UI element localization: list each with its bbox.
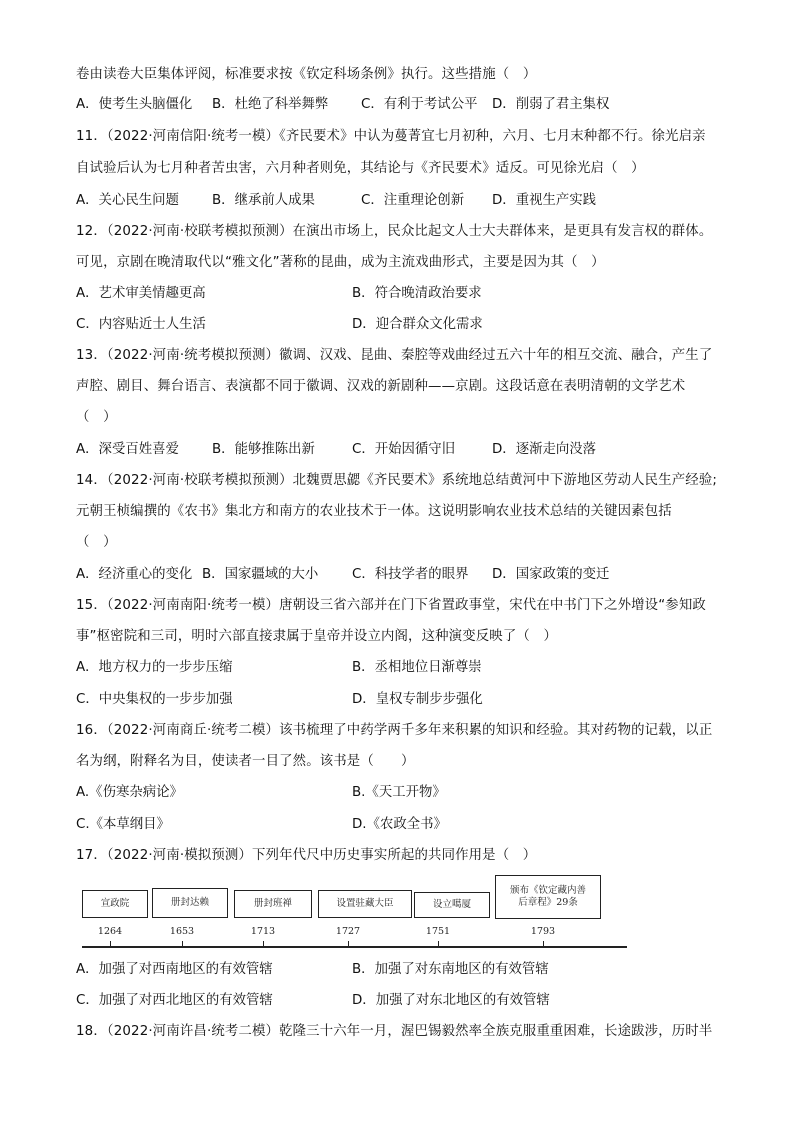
timeline-year: 1264	[97, 926, 123, 937]
question-13-line-2: 声腔、剧目、舞台语言、表演都不同于徽调、汉戏的新剧种——京剧。这段话意在表明清朝的文学艺术	[76, 379, 686, 394]
question-14-line-1: 14．（2022·河南·校联考模拟预测）北魏贾思勰《齐民要术》系统地总结黄河中下游地区劳动人民生产经验;	[76, 473, 718, 488]
timeline-year: 1653	[169, 926, 195, 937]
option-c: C.《本草纲目》	[76, 817, 170, 832]
option-a: A．使考生头脑僵化	[76, 97, 193, 112]
option-d: D．迎合群众文化需求	[352, 317, 483, 332]
option-a: A．艺术审美情趣更高	[76, 286, 206, 301]
question-12-line-1: 12．（2022·河南·校联考模拟预测）在演出市场上，民众比起文人士大夫群体来，是更具有发言权的群体。	[76, 224, 713, 239]
question-16-line-1: 16．（2022·河南商丘·统考二模）该书梳理了中药学两千多年来积累的知识和经验。其对药物的记载，以正	[76, 723, 713, 738]
option-c: C．科技学者的眼界	[352, 567, 469, 582]
option-c: C．开始因循守旧	[352, 442, 456, 457]
timeline-event-box: 设立噶厦	[414, 892, 490, 918]
timeline-event-box: 颁布《钦定藏内善后章程》29条	[495, 875, 601, 919]
option-d: D．重视生产实践	[492, 193, 597, 208]
option-b: B．符合晚清政治要求	[352, 286, 482, 301]
option-a: A．深受百姓喜爱	[76, 442, 179, 457]
option-d: D．国家政策的变迁	[492, 567, 610, 582]
question-11-line-2: 自试验后认为七月种者苦虫害，六月种者则免，其结论与《齐民要术》适反。可见徐光启（ ）	[76, 161, 645, 176]
option-b: B．能够推陈出新	[212, 442, 315, 457]
question-14-line-2: 元朝王桢编撰的《农书》集北方和南方的农业技术于一体。这说明影响农业技术总结的关键因素包括	[76, 504, 672, 519]
timeline-event-box: 设置驻藏大臣	[318, 890, 412, 918]
option-b: B．继承前人成果	[212, 193, 315, 208]
option-d: D．削弱了君主集权	[492, 97, 610, 112]
question-16-line-2: 名为纲，附释名为目，使读者一目了然。该书是（ ）	[76, 754, 415, 769]
option-d: D．逐渐走向没落	[492, 442, 597, 457]
question-13-line-3: （ ）	[76, 410, 117, 425]
option-a: A．地方权力的一步步压缩	[76, 660, 233, 675]
question-text-line: 卷由读卷大臣集体评阅，标准要求按《钦定科场条例》执行。这些措施（ ）	[76, 67, 537, 82]
option-c: C．注重理论创新	[361, 193, 465, 208]
option-b: B．国家疆域的大小	[202, 567, 319, 582]
timeline-year: 1751	[425, 926, 451, 937]
option-b: B．加强了对东南地区的有效管辖	[352, 962, 549, 977]
option-a: A．加强了对西南地区的有效管辖	[76, 962, 273, 977]
option-c: C．有利于考试公平	[361, 97, 478, 112]
option-c: C．加强了对西北地区的有效管辖	[76, 993, 273, 1008]
timeline-year: 1727	[335, 926, 361, 937]
timeline-year: 1793	[530, 926, 556, 937]
option-b: B．丞相地位日渐尊崇	[352, 660, 482, 675]
option-a: A．关心民生问题	[76, 193, 179, 208]
option-c: C．内容贴近士人生活	[76, 317, 206, 332]
timeline-event-box: 册封班禅	[234, 890, 312, 918]
question-14-line-3: （ ）	[76, 535, 117, 550]
question-13-line-1: 13．（2022·河南·统考模拟预测）徽调、汉戏、昆曲、秦腔等戏曲经过五六十年的相互交流、融合，产生了	[76, 348, 713, 363]
timeline-year: 1713	[250, 926, 276, 937]
timeline-event-box: 宣政院	[82, 890, 148, 918]
question-12-line-2: 可见，京剧在晚清取代以“雅文化”著称的昆曲，成为主流戏曲形式，主要是因为其（ ）	[76, 255, 605, 270]
option-c: C．中央集权的一步步加强	[76, 692, 233, 707]
option-a: A．经济重心的变化	[76, 567, 193, 582]
option-d: D．皇权专制步步强化	[352, 692, 483, 707]
question-15-line-1: 15．（2022·河南南阳·统考一模）唐朝设三省六部并在门下省置政事堂，宋代在中书门下之外增设“参知政	[76, 598, 706, 613]
question-17-line-1: 17．（2022·河南·模拟预测）下列年代尺中历史事实所起的共同作用是（ ）	[76, 848, 537, 863]
timeline-event-box: 册封达赖	[152, 888, 228, 918]
question-15-line-2: 事”枢密院和三司，明时六部直接隶属于皇帝并设立内阁，这种演变反映了（ ）	[76, 629, 558, 644]
option-b: B．杜绝了科举舞弊	[212, 97, 329, 112]
timeline-axis	[82, 946, 627, 948]
question-11-line-1: 11．（2022·河南信阳·统考一模）《齐民要术》中认为蔓菁宜七月初种，六月、七月末种都不行。徐光启亲	[76, 129, 706, 144]
option-d: D．加强了对东北地区的有效管辖	[352, 993, 550, 1008]
option-a: A.《伤寒杂病论》	[76, 785, 183, 800]
option-b: B.《天工开物》	[352, 785, 446, 800]
question-18-line-1: 18．（2022·河南许昌·统考二模）乾隆三十六年一月，渥巴锡毅然率全族克服重重困难，长途跋涉，历时半	[76, 1024, 713, 1039]
option-d: D.《农政全书》	[352, 817, 447, 832]
